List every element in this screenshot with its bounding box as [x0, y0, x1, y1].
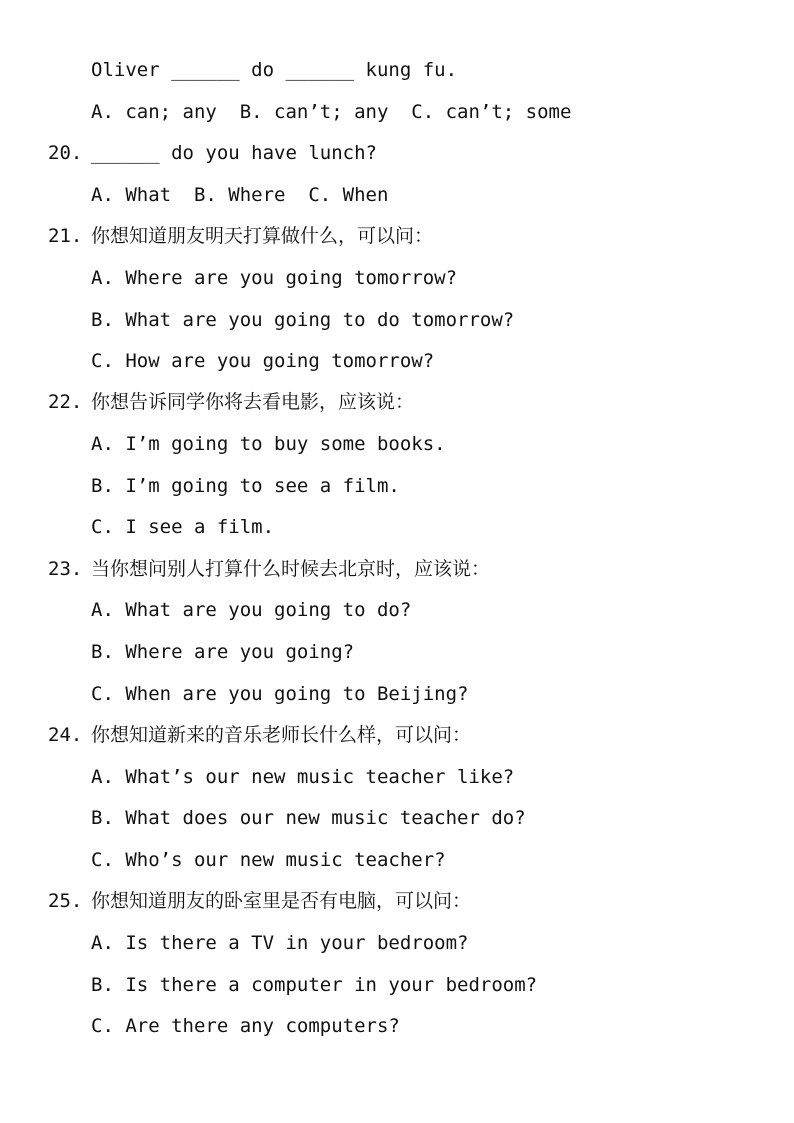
question-23-number: 23. [48, 558, 83, 580]
question-22-option-c: C. I see a film. [91, 516, 275, 538]
question-23-option-a: A. What are you going to do? [91, 599, 412, 621]
question-22-number: 22. [48, 391, 83, 413]
question-20-text: ______ do you have lunch? [91, 142, 377, 164]
question-20-number: 20. [48, 142, 83, 164]
question-21-option-c: C. How are you going tomorrow? [91, 350, 435, 372]
question-22-stem [48, 387, 414, 417]
question-24-option-b: B. What does our new music teacher do? [91, 807, 526, 829]
question-23-text: 当你想问别人打算什么时候去北京时，应该说： [91, 558, 491, 580]
question-22-text: 你想告诉同学你将去看电影，应该说： [91, 391, 415, 413]
question-20-stem [48, 138, 377, 168]
question-24-stem [48, 720, 471, 750]
question-19-stem [91, 55, 457, 85]
question-25-option-b: B. Is there a computer in your bedroom? [91, 974, 538, 996]
question-23-option-c: C. When are you going to Beijing? [91, 683, 469, 705]
question-23-stem [48, 554, 490, 584]
question-25-option-a: A. Is there a TV in your bedroom? [91, 932, 469, 954]
question-24-number: 24. [48, 724, 83, 746]
question-20-options: A. What B. Where C. When [91, 184, 389, 206]
question-21-text: 你想知道朋友明天打算做什么，可以问： [91, 225, 434, 247]
question-23-option-b: B. Where are you going? [91, 641, 355, 663]
question-25-stem [48, 886, 471, 916]
question-22-option-a: A. I’m going to buy some books. [91, 433, 446, 455]
question-21-number: 21. [48, 225, 83, 247]
question-19-options: A. can; any B. can’t; any C. can’t; some [91, 101, 572, 123]
question-25-number: 25. [48, 890, 83, 912]
question-21-option-a: A. Where are you going tomorrow? [91, 267, 458, 289]
question-24-option-a: A. What’s our new music teacher like? [91, 766, 515, 788]
question-25-text: 你想知道朋友的卧室里是否有电脑，可以问： [91, 890, 472, 912]
question-19-text: Oliver ______ do ______ kung fu. [91, 59, 458, 81]
question-21-stem [48, 221, 433, 251]
question-24-option-c: C. Who’s our new music teacher? [91, 849, 446, 871]
question-24-text: 你想知道新来的音乐老师长什么样，可以问： [91, 724, 472, 746]
question-22-option-b: B. I’m going to see a film. [91, 475, 400, 497]
question-21-option-b: B. What are you going to do tomorrow? [91, 309, 515, 331]
question-25-option-c: C. Are there any computers? [91, 1015, 400, 1037]
